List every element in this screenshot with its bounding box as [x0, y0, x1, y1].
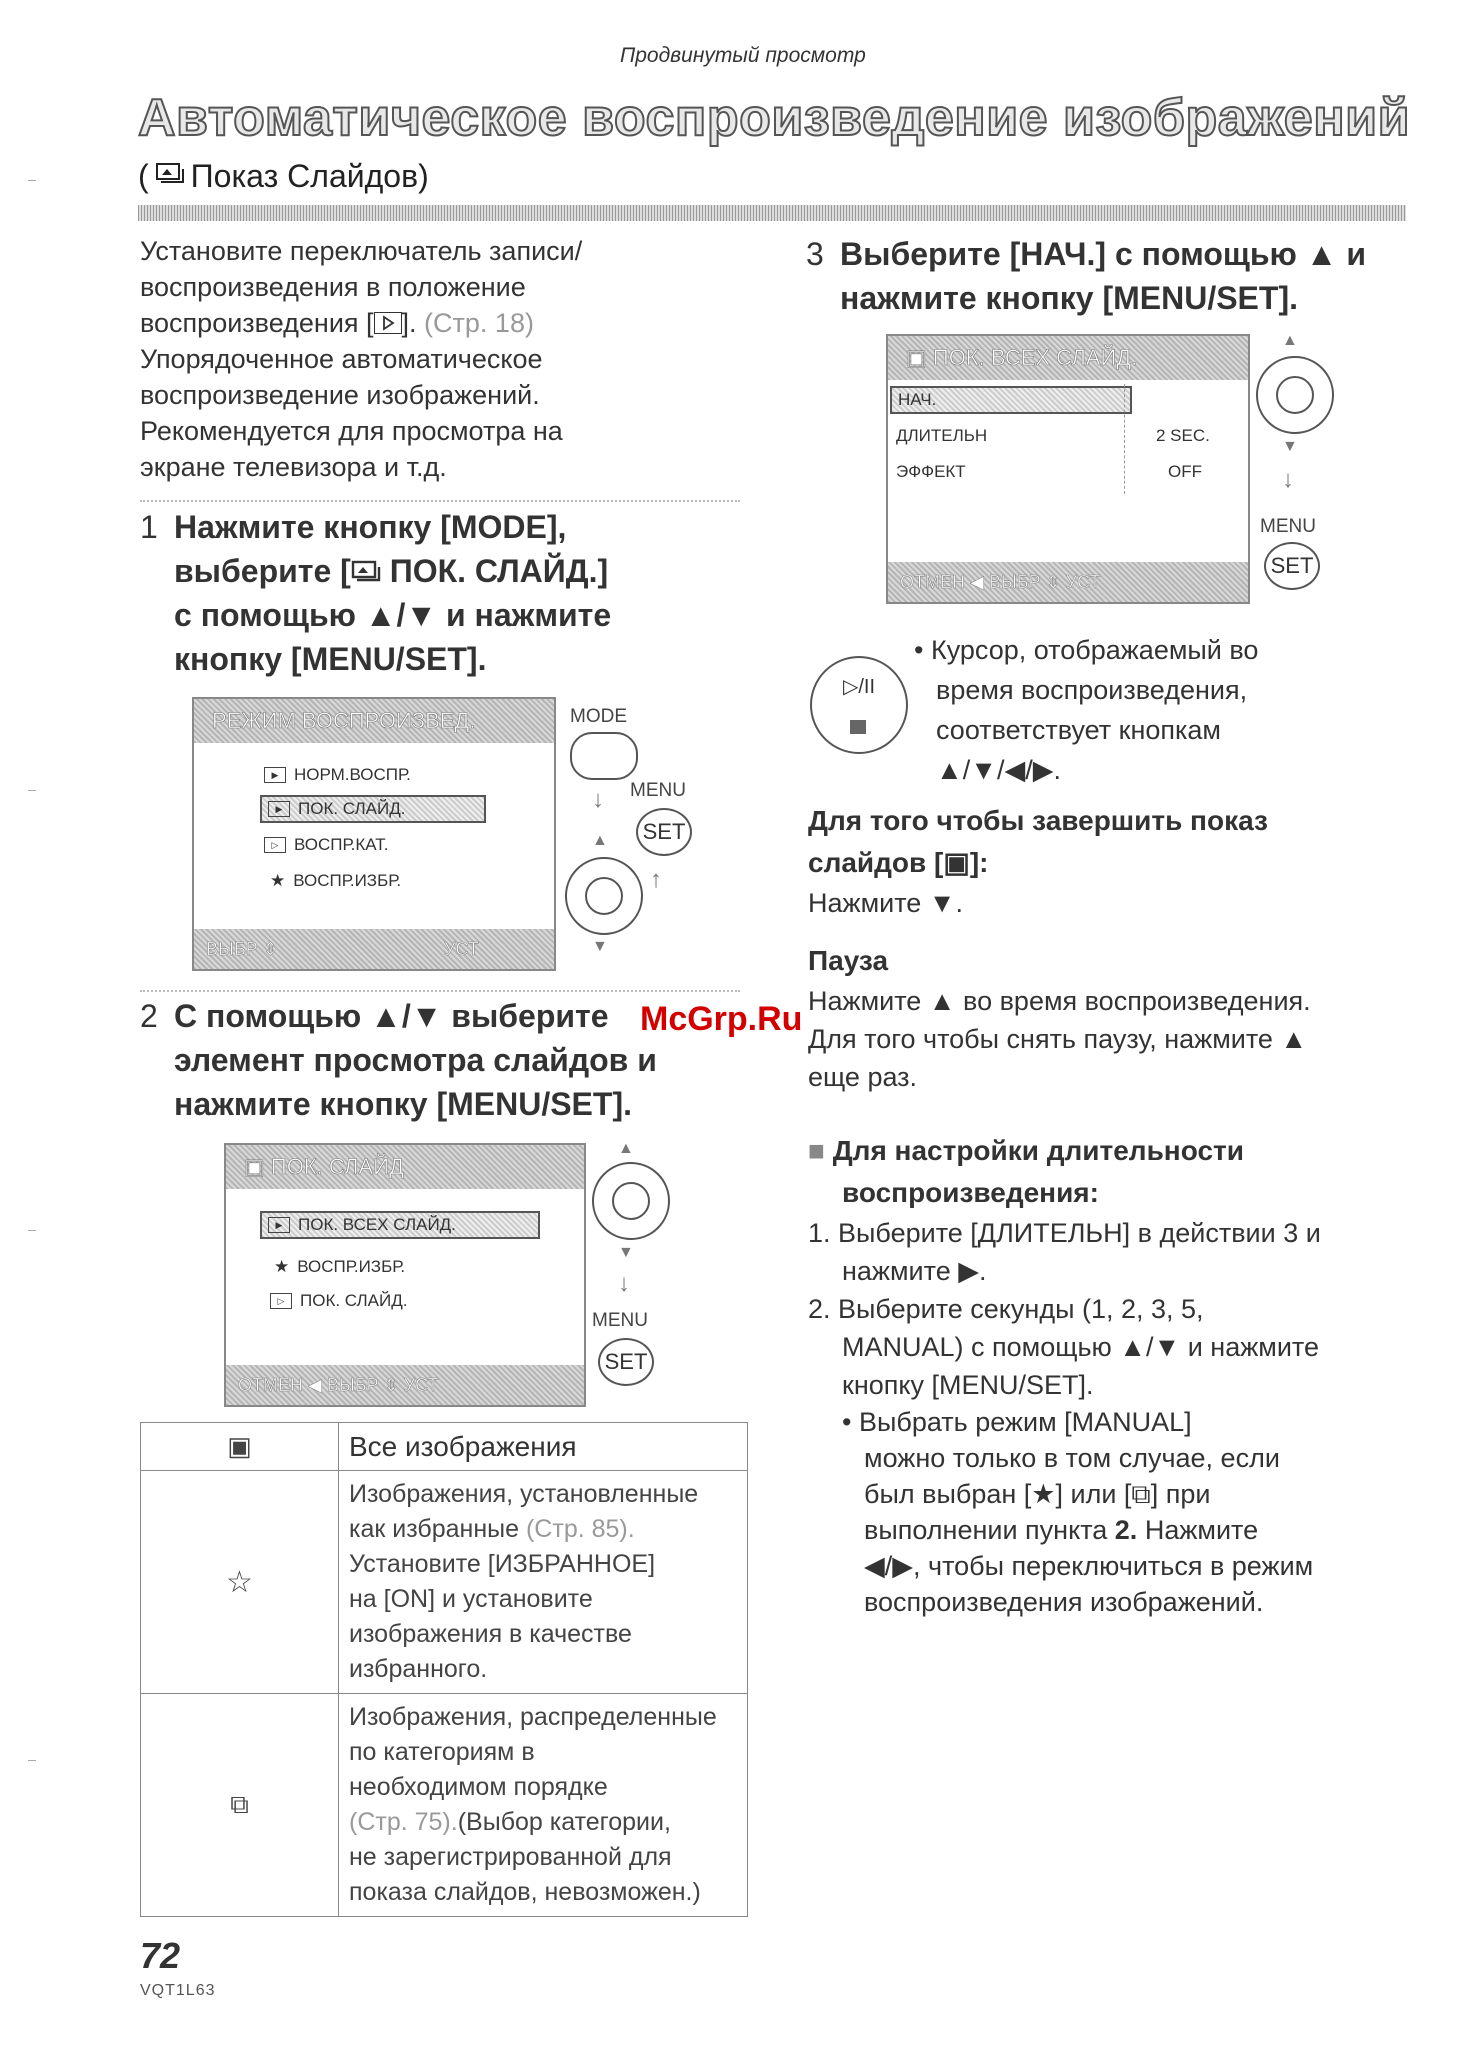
cell-line: [349, 1805, 737, 1840]
table-row: [141, 1694, 748, 1917]
section-heading: [808, 1130, 1428, 1172]
menu-item-slideshow[interactable]: [260, 795, 486, 823]
slideshow-options-table: [140, 1422, 748, 1917]
menu-label: MENU: [630, 780, 686, 801]
heading-text: Для настройки длительности: [832, 1135, 1244, 1166]
screen-slideshow: [224, 1143, 586, 1407]
mode-button[interactable]: [570, 732, 638, 780]
intro-line: Упорядоченное автоматическое: [140, 344, 543, 374]
slideshow-icon: ▣: [244, 1154, 271, 1179]
note-line: [808, 1476, 1428, 1512]
list-item: MANUAL) с помощью ▲/▼ и нажмите: [842, 1332, 1320, 1362]
section-text: Нажмите ▼.: [808, 888, 964, 918]
menu-item-favorite-play[interactable]: [270, 871, 401, 891]
cell-line: [349, 1512, 737, 1547]
menu-item-duration[interactable]: [896, 426, 987, 446]
arrow-down-icon: ▼: [592, 938, 608, 955]
step-1: [140, 505, 740, 681]
category-icon: ▷: [264, 837, 286, 853]
margin-mark: [28, 790, 36, 791]
slideshow-icon: ▶: [268, 1217, 290, 1233]
cell-line: по категориям в: [349, 1738, 535, 1766]
play-mode-icon: ▶: [264, 767, 286, 783]
step-text: нажмите кнопку [MENU/SET].: [174, 1086, 632, 1122]
note-line: можно только в том случае, если: [864, 1443, 1280, 1473]
page-reference: (Стр. 85).: [525, 1515, 635, 1543]
divider: [140, 500, 740, 502]
note-line: ◀/▶, чтобы переключиться в режим: [864, 1551, 1314, 1581]
cursor-note: [914, 630, 1414, 790]
screen-footer: [194, 929, 554, 969]
effect-value: OFF: [1168, 462, 1202, 481]
note-line: время воспроизведения,: [936, 675, 1248, 705]
menu-label: MENU: [1260, 516, 1316, 537]
list-item: 1. Выберите [ДЛИТЕЛЬН] в действии 3 и: [808, 1218, 1321, 1248]
note-text: выполнении пункта: [864, 1515, 1115, 1545]
intro-line: Установите переключатель записи/: [140, 236, 583, 266]
table-cell: [339, 1471, 748, 1694]
section-heading: [808, 842, 1408, 884]
page-title: Автоматическое воспроизведение изображений: [138, 89, 1411, 147]
heading-text: слайдов [: [808, 847, 944, 878]
section-heading: Для того чтобы завершить показ: [808, 805, 1268, 836]
category-icon: ⧉: [1131, 1479, 1151, 1509]
list-item: кнопку [MENU/SET].: [842, 1370, 1094, 1400]
cell-line: необходимом порядке: [349, 1773, 608, 1801]
cursor-pad[interactable]: [565, 857, 643, 935]
menu-item-start[interactable]: [890, 386, 1132, 414]
note-line: [808, 1512, 1428, 1548]
arrow-up-icon: ▲: [1282, 332, 1298, 349]
stop-icon: [850, 720, 866, 734]
cell-line: на [ON] и установите: [349, 1585, 593, 1613]
menu-set-button[interactable]: SET: [636, 808, 692, 856]
play-pause-label: ▷/II: [842, 676, 876, 698]
table-cell: [339, 1694, 748, 1917]
screen-title: ПОК. ВСЕХ СЛАЙД.: [932, 345, 1138, 370]
section-text: Нажмите ▲ во время воспроизведения.: [808, 986, 1311, 1016]
page-reference: (Стр. 18): [424, 308, 534, 338]
pause-section: [808, 940, 1428, 1096]
step-text: нажмите кнопку [MENU/SET].: [840, 280, 1298, 316]
square-bullet-icon: ■: [808, 1135, 825, 1166]
list-item: 2. Выберите секунды (1, 2, 3, 5,: [808, 1294, 1204, 1324]
note-line: воспроизведения изображений.: [864, 1587, 1264, 1617]
category-icon: ▷: [270, 1293, 292, 1309]
intro-line: экране телевизора и т.д.: [140, 452, 447, 482]
note-text: был выбран [★] или [: [864, 1479, 1132, 1509]
footer-set: УСТ: [444, 939, 479, 959]
margin-mark: [28, 180, 36, 181]
step-number: 3: [806, 236, 824, 272]
heading-text: ]:: [969, 847, 989, 878]
menu-item-normal-play[interactable]: [264, 765, 411, 785]
play-pause-button[interactable]: [810, 656, 908, 754]
footer-select: ВЫБР ⇕: [206, 939, 278, 959]
step-number: 1: [140, 509, 158, 545]
menu-item-label: ВОСПР.ИЗБР.: [297, 1257, 406, 1276]
section-heading: Пауза: [808, 945, 889, 976]
slideshow-icon: ▣: [906, 345, 933, 370]
page-reference: (Стр. 75).: [349, 1808, 458, 1836]
screen-footer: ОТМЕН ◀ ВЫБР ⇕ УСТ: [888, 562, 1248, 602]
duration-value: 2 SEC.: [1156, 426, 1210, 445]
arrow-down-icon: ↓: [618, 1270, 630, 1297]
star-icon: ★: [270, 871, 286, 890]
screen-header: РЕЖИМ ВОСПРОИЗВЕД.: [194, 699, 554, 743]
cell-line: не зарегистрированной для: [349, 1843, 672, 1871]
table-row: [141, 1471, 748, 1694]
mode-label: MODE: [570, 706, 627, 727]
cell-text: как избранные: [349, 1515, 526, 1543]
page-subtitle: [138, 158, 429, 195]
play-icon: [374, 312, 402, 334]
intro-line: [140, 305, 700, 341]
arrow-down-icon: ↓: [1282, 466, 1294, 493]
section-text: Для того чтобы снять паузу, нажмите ▲: [808, 1024, 1308, 1054]
title-rule: [138, 205, 1406, 221]
cell-line: Установите [ИЗБРАННОЕ]: [349, 1550, 656, 1578]
note-text: 2.: [1114, 1515, 1138, 1545]
step-text: ПОК. СЛАЙД.]: [380, 553, 609, 589]
cell-text: (Выбор категории,: [457, 1808, 671, 1836]
menu-item-label: ДЛИТЕЛЬН: [896, 426, 988, 445]
screen-header: [888, 336, 1248, 380]
menu-item-label: ВОСПР.ИЗБР.: [293, 871, 402, 890]
menu-item-label: НАЧ.: [898, 390, 937, 409]
menu-label: MENU: [592, 1310, 648, 1331]
intro-line: воспроизведение изображений.: [140, 380, 540, 410]
menu-item-category-slides[interactable]: [270, 1291, 407, 1311]
margin-mark: [28, 1760, 36, 1761]
menu-item-label: ПОК. СЛАЙД.: [298, 799, 406, 818]
list-item: нажмите ▶.: [842, 1256, 987, 1286]
note-text: Курсор, отображаемый во: [930, 635, 1259, 665]
slideshow-icon: ▶: [268, 801, 290, 817]
menu-item-favorites[interactable]: [274, 1257, 405, 1277]
step-number: 2: [140, 998, 158, 1034]
duration-section: [808, 1130, 1428, 1620]
screen-all-slides: [886, 334, 1250, 604]
star-icon: ★: [274, 1257, 290, 1276]
screen-footer: ОТМЕН ◀ ВЫБР ⇕ УСТ: [226, 1365, 584, 1405]
subtitle-open: (: [138, 158, 149, 194]
slideshow-icon: [155, 158, 185, 195]
table-row: [141, 1423, 748, 1471]
intro-text: воспроизведения [: [140, 308, 374, 338]
cursor-pad[interactable]: [592, 1162, 670, 1240]
page-number: 72: [140, 1935, 181, 1976]
column-divider: [1124, 384, 1125, 494]
star-icon: ☆: [141, 1471, 339, 1694]
step-text: кнопку [MENU/SET].: [174, 641, 487, 677]
screen-header: [226, 1145, 584, 1189]
menu-item-label: ВОСПР.КАТ.: [294, 835, 389, 854]
step-text: Выберите [НАЧ.] с помощью ▲ и: [840, 236, 1366, 272]
menu-item-label: ПОК. ВСЕХ СЛАЙД.: [298, 1215, 456, 1234]
arrow-down-icon: ↓: [592, 786, 604, 813]
arrow-up-icon: ▲: [618, 1140, 634, 1157]
slideshow-icon: [351, 553, 381, 589]
cursor-pad[interactable]: [1256, 356, 1334, 434]
intro-text: ].: [401, 308, 425, 338]
arrow-down-icon: ▼: [1282, 438, 1298, 455]
menu-set-button[interactable]: SET: [598, 1338, 654, 1386]
slideshow-icon: ▣: [943, 847, 970, 878]
note-text: Нажмите: [1137, 1515, 1259, 1545]
intro-line: Рекомендуется для просмотра на: [140, 416, 563, 446]
menu-item-all-slides[interactable]: [260, 1211, 540, 1239]
bullet: •: [914, 635, 924, 665]
note-line: [914, 630, 1414, 670]
arrow-up-icon: ↑: [650, 866, 662, 893]
step-text: С помощью ▲/▼ выберите: [174, 998, 609, 1034]
step-text: Нажмите кнопку [MODE],: [174, 509, 567, 545]
menu-item-label: НОРМ.ВОСПР.: [294, 765, 411, 784]
step-3: [806, 232, 1406, 320]
screen-title: ПОК. СЛАЙД: [270, 1154, 404, 1179]
menu-item-effect[interactable]: [896, 462, 966, 482]
menu-set-button[interactable]: SET: [1264, 542, 1320, 590]
divider: [140, 990, 740, 992]
step-text: выберите [: [174, 553, 351, 589]
step-text: элемент просмотра слайдов и: [174, 1042, 657, 1078]
menu-item-label: ПОК. СЛАЙД.: [300, 1291, 408, 1310]
cell-line: изображения в качестве: [349, 1620, 632, 1648]
cell-line: Изображения, установленные: [349, 1480, 699, 1508]
menu-item-label: ЭФФЕКТ: [896, 462, 966, 481]
cell-line: избранного.: [349, 1655, 488, 1683]
subtitle-text: Показ Слайдов): [190, 158, 429, 194]
screen-playback-mode: [192, 697, 556, 971]
arrow-down-icon: ▼: [618, 1244, 634, 1261]
table-cell: Все изображения: [339, 1423, 748, 1471]
arrow-up-icon: ▲: [592, 832, 608, 849]
step-text: с помощью ▲/▼ и нажмите: [174, 597, 612, 633]
section-label: Продвинутый просмотр: [620, 44, 866, 67]
margin-mark: [28, 1230, 36, 1231]
slideshow-icon: ▣: [141, 1423, 339, 1471]
note-line: • Выбрать режим [MANUAL]: [842, 1407, 1192, 1437]
section-heading: воспроизведения:: [842, 1177, 1099, 1208]
cell-line: Изображения, распределенные: [349, 1703, 717, 1731]
intro-line: воспроизведения в положение: [140, 272, 526, 302]
category-icon: ⧉: [141, 1694, 339, 1917]
section-text: еще раз.: [808, 1062, 918, 1092]
document-code: VQT1L63: [140, 1982, 216, 1999]
watermark: McGrp.Ru: [640, 1000, 803, 1038]
note-line: ▲/▼/◀/▶.: [936, 755, 1061, 785]
intro-paragraph: [140, 233, 700, 485]
stop-section: [808, 800, 1408, 922]
menu-item-category-play[interactable]: [264, 835, 388, 855]
note-line: соответствует кнопкам: [936, 715, 1221, 745]
note-text: ] при: [1150, 1479, 1211, 1509]
cell-line: показа слайдов, невозможен.): [349, 1878, 701, 1906]
